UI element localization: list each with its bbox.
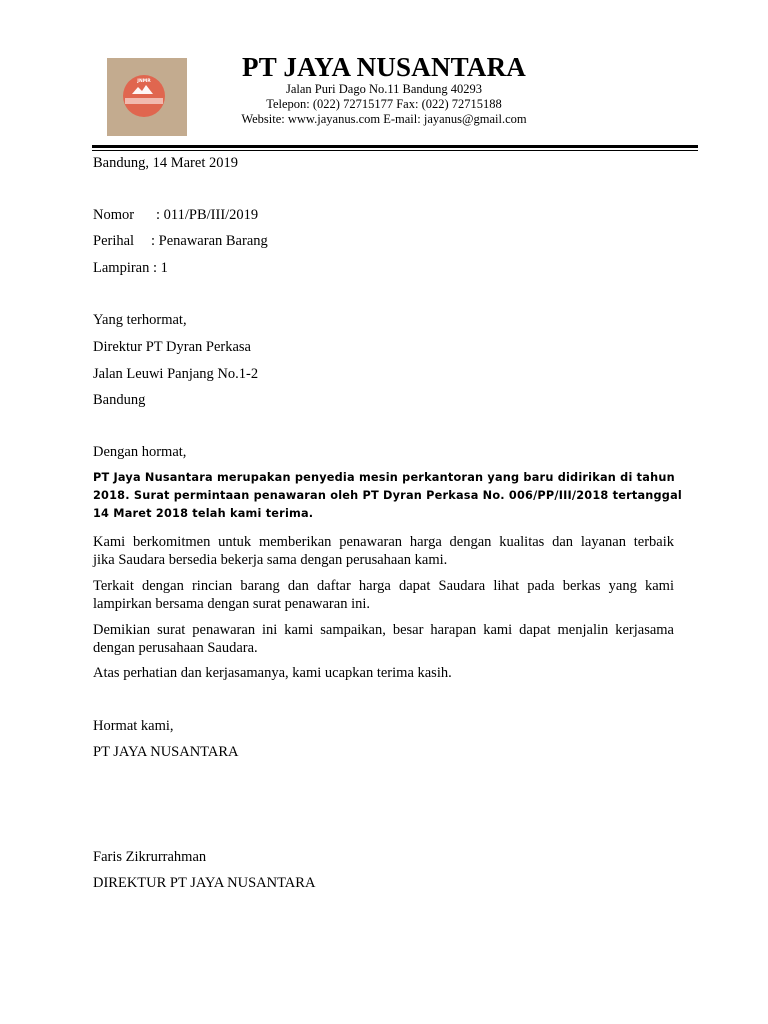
recipient-city: Bandung	[93, 392, 146, 408]
paragraph-line: dengan perusahaan Saudara.	[93, 640, 258, 656]
recipient-street: Jalan Leuwi Panjang No.1-2	[93, 366, 259, 382]
paragraph-line: 14 Maret 2018 telah kami terima.	[93, 507, 314, 520]
closing-company: PT JAYA NUSANTARA	[93, 744, 239, 760]
logo-text: JNMR	[137, 79, 151, 84]
nomor-value: : 011/PB/III/2019	[156, 207, 259, 223]
greeting: Dengan hormat,	[93, 444, 187, 460]
company-logo	[107, 58, 187, 136]
body-paragraph-3	[93, 577, 674, 613]
closing: Hormat kami,	[93, 718, 174, 734]
company-website: Website: www.jayanus.com E-mail: jayanus@gmail.com	[241, 112, 527, 126]
paragraph-line: 2018. Surat permintaan penawaran oleh PT Dyran Perkasa No. 006/PP/III/2018 tertanggal	[93, 489, 682, 502]
paragraph-line: jika Saudara bersedia bekerja sama dengan perusahaan kami.	[93, 552, 448, 568]
paragraph-line: Terkait dengan rincian barang dan daftar harga dapat Saudara lihat pada berkas yang kami	[93, 578, 674, 594]
letterhead-divider-thick	[92, 145, 698, 148]
signer-title: DIREKTUR PT JAYA NUSANTARA	[93, 875, 316, 891]
body-paragraph-4	[93, 621, 674, 657]
nomor-row	[93, 207, 258, 224]
perihal-value: : Penawaran Barang	[151, 233, 268, 249]
letterhead	[210, 52, 558, 127]
company-phone: Telepon: (022) 72715177 Fax: (022) 72715188	[266, 97, 502, 111]
recipient-name: Direktur PT Dyran Perkasa	[93, 339, 251, 355]
company-address: Jalan Puri Dago No.11 Bandung 40293	[285, 82, 483, 96]
body-paragraph-5: Atas perhatian dan kerjasamanya, kami ucapkan terima kasih.	[93, 665, 452, 681]
paragraph-line: Kami berkomitmen untuk memberikan penawaran harga dengan kualitas dan layanan terbaik	[93, 534, 674, 550]
perihal-label: Perihal	[93, 233, 135, 249]
body-paragraph-2	[93, 533, 674, 569]
letter-date: Bandung, 14 Maret 2019	[93, 155, 238, 171]
body-paragraph-1	[93, 469, 682, 523]
company-name: PT JAYA NUSANTARA	[242, 52, 526, 82]
lampiran-row: Lampiran : 1	[93, 260, 168, 276]
paragraph-line: Demikian surat penawaran ini kami sampaikan, besar harapan kami dapat menjalin kerjasama	[93, 622, 674, 638]
nomor-label: Nomor	[93, 207, 135, 223]
recipient-salutation: Yang terhormat,	[93, 312, 187, 328]
paragraph-line: PT Jaya Nusantara merupakan penyedia mesin perkantoran yang baru didirikan di tahun	[93, 471, 675, 484]
perihal-row	[93, 233, 268, 250]
paragraph-line: lampirkan bersama dengan surat penawaran ini.	[93, 596, 371, 612]
logo-emblem-icon	[107, 58, 187, 136]
letterhead-divider-thin	[92, 150, 698, 151]
signer-name: Faris Zikrurrahman	[93, 849, 207, 865]
